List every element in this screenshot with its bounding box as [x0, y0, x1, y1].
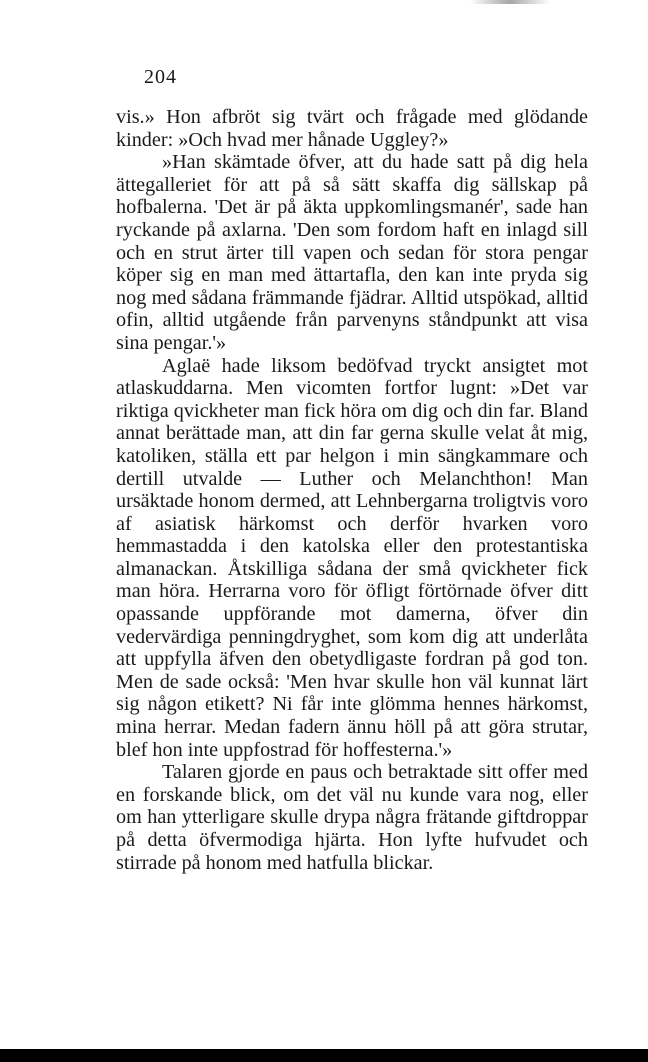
page-number: 204 — [144, 66, 177, 88]
paragraph-1: vis.» Hon afbröt sig tvärt och frågade med glödande kinder: »Och hvad mer hånade Uggley?» — [116, 106, 588, 151]
paragraph-2: »Han skämtade öfver, att du hade satt på dig hela ättegalleriet för att på så sätt skaffa dig sällskap på hofbalerna. 'Det är på äkta uppkomlingsmanér', sade han ryckande på axlarna. 'Den som fordom haft en inlagd sill och en strut ärter till vapen och sedan för stora pengar köper sig en man med ättartafla, den kan inte pryda sig nog med sådana främmande fjädrar. Alltid utspökad, alltid ofin, alltid utgående från parvenyns ståndpunkt att visa sina pengar.'» — [116, 151, 588, 354]
scan-bottom-edge — [0, 1049, 648, 1062]
page-body — [116, 106, 588, 874]
paragraph-4: Talaren gjorde en paus och betraktade sitt offer med en forskande blick, om det väl nu kunde vara nog, eller om han ytterligare skulle drypa några frätande giftdroppar på detta öfvermodiga hjärta. Hon lyfte hufvudet och stirrade på honom med hatfulla blickar. — [116, 761, 588, 874]
scan-smudge — [470, 0, 550, 4]
paragraph-3: Aglaë hade liksom bedöfvad tryckt ansigtet mot atlaskuddarna. Men vicomten fortfor lugnt: »Det var riktiga qvickheter man fick höra om dig och din far. Bland annat berättade man, att din far gerna skulle velat åt mig, katoliken, ställa ett par helgon i min sängkammare och dertill utvalde — Luther och Melanchthon! Man ursäktade honom dermed, att Lehnbergarna troligtvis voro af asiatisk härkomst och derför hvarken voro hemmastadda i den katolska eller den protestantiska almanackan. Åtskilliga sådana der små qvickheter fick man höra. Herrarna voro för öfligt förtörnade öfver ditt opassande uppförande mot damerna, öfver din vedervärdiga penningdryghet, som kom dig att underlåta att uppfylla äfven den obetydligaste fordran på god ton. Men de sade också: 'Men hvar skulle hon väl kunnat lärt sig någon etikett? Ni får inte glömma hennes härkomst, mina herrar. Medan fadern ännu höll på att göra strutar, blef hon inte uppfostrad för hoffesterna.'» — [116, 354, 588, 761]
